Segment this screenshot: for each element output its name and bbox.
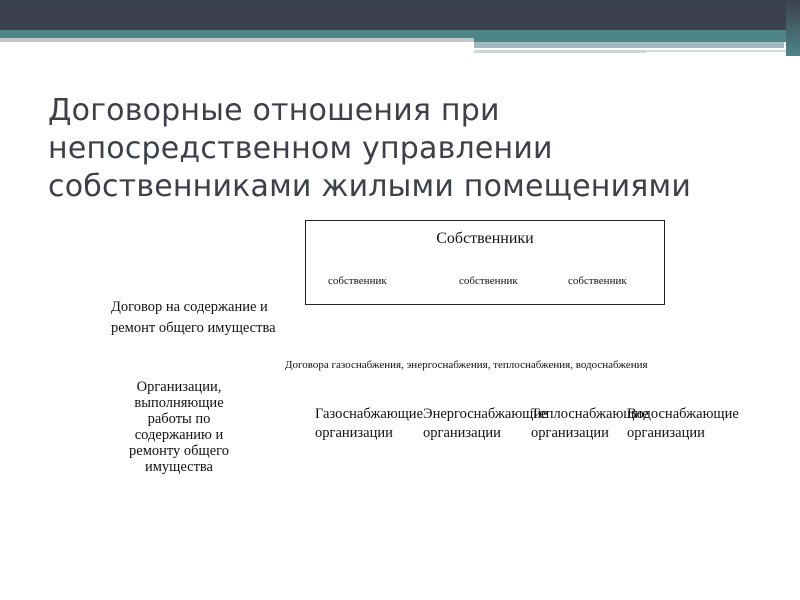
supply-contracts-label: Договора газоснабжения, энергоснабжения, теплоснабжения, водоснабжения [285,359,648,371]
header-accent-light [474,42,784,48]
water-supplier-label: Водоснабжающие организации [627,406,739,441]
maintenance-contract-label: Договор на содержание и ремонт общего имущества [111,299,276,336]
owners-title: Собственники [436,230,534,247]
owner-label: собственник [459,275,518,287]
header-highlight [646,51,786,56]
owners-box [305,220,665,305]
owner-label: собственник [568,275,627,287]
header-bar [0,0,800,30]
owner-label: собственник [328,275,387,287]
header-divider-left [0,38,474,42]
heat-supplier-label: Теплоснабжающие организации [531,406,649,441]
header-corner [786,0,800,56]
slide-title: Договорные отношения при непосредственном управлении собственниками жилыми помещениями [48,93,692,204]
energy-supplier-label: Энергоснабжающие организации [423,406,548,441]
maintenance-organizations-label: Организации, выполняющие работы по содержанию и ремонту общего имущества [129,379,229,475]
gas-supplier-label: Газоснабжающие организации [315,406,424,441]
